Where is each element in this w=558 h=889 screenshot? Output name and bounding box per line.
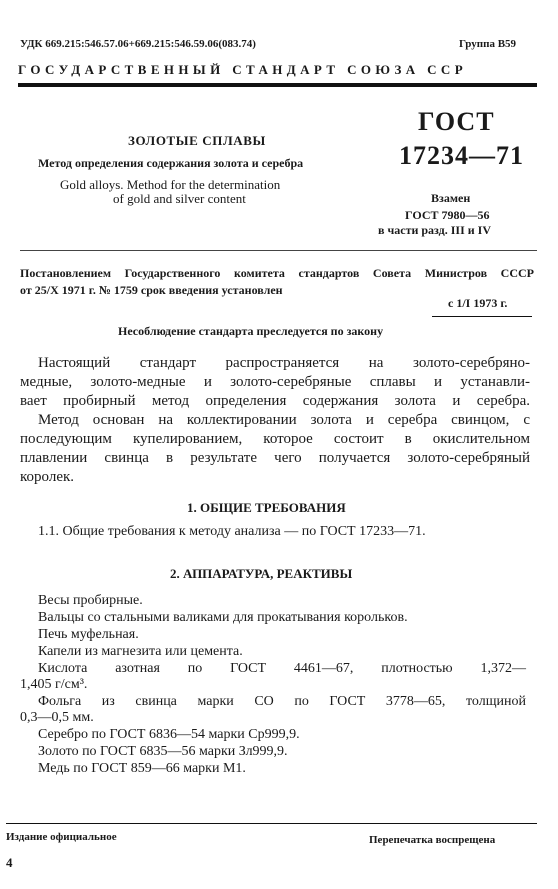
- footer-rule: [6, 823, 537, 824]
- list-item: Печь муфельная.: [38, 627, 139, 642]
- standard-banner: ГОСУДАРСТВЕННЫЙ СТАНДАРТ СОЮЗА ССР: [18, 62, 468, 77]
- intro-p2-line-4: королек.: [20, 469, 75, 485]
- document-subtitle: Метод определения содержания золота и серебра: [38, 156, 304, 170]
- decree-line-2: от 25/Х 1971 г. № 1759 срок введения установлен: [20, 283, 283, 297]
- list-item: Капели из магнезита или цемента.: [38, 644, 243, 659]
- replaces-label: Взамен: [431, 191, 471, 205]
- page-number: 4: [6, 855, 13, 870]
- section-1-item-1-1: 1.1. Общие требования к методу анализа — по ГОСТ 17233—71.: [38, 524, 426, 539]
- udk-code: УДК 669.215:546.57.06+669.215:546.59.06(083.74): [20, 38, 256, 50]
- list-item: Золото по ГОСТ 6835—56 марки Зл999,9.: [38, 744, 288, 759]
- group-code: Группа В59: [459, 38, 517, 50]
- list-item: Медь по ГОСТ 859—66 марки М1.: [38, 761, 246, 776]
- section-1-heading: 1. ОБЩИЕ ТРЕБОВАНИЯ: [187, 500, 346, 515]
- replaces-gost: ГОСТ 7980—56: [405, 208, 490, 222]
- section-2-heading: 2. АППАРАТУРА, РЕАКТИВЫ: [170, 566, 353, 581]
- intro-p1-line-2: медные, золото-медные и золото-серебряные сплавы и устанавли-: [20, 374, 530, 390]
- foil-line-2: 0,3—0,5 мм.: [20, 710, 94, 725]
- intro-p1-line-3: вает пробирный метод определения содержания золота и серебра.: [20, 393, 530, 409]
- list-item: Вальцы со стальными валиками для прокатывания корольков.: [38, 610, 408, 625]
- list-item: Весы пробирные.: [38, 593, 143, 608]
- official-edition: Издание официальное: [6, 831, 117, 843]
- intro-p2-line-3: плавлении свинца в результате чего получается золото-серебряный: [20, 450, 530, 466]
- reprint-prohibited: Перепечатка воспрещена: [369, 834, 496, 846]
- intro-p1-line-1: Настоящий стандарт распространяется на золото-серебряно-: [38, 355, 530, 371]
- gost-label: ГОСТ: [418, 107, 495, 136]
- document-title: ЗОЛОТЫЕ СПЛАВЫ: [128, 133, 266, 148]
- acid-line-2: 1,405 г/см³.: [20, 677, 88, 692]
- gost-number: 17234—71: [399, 141, 524, 170]
- title-block-rule: [20, 250, 537, 251]
- decree-line-1: Постановлением Государственного комитета стандартов Совета Министров СССР: [20, 266, 534, 280]
- list-item: Серебро по ГОСТ 6836—54 марки Ср999,9.: [38, 727, 300, 742]
- replaces-part: в части разд. III и IV: [378, 223, 491, 237]
- legal-warning: Несоблюдение стандарта преследуется по закону: [118, 324, 384, 338]
- english-title-line-2: of gold and silver content: [113, 191, 246, 206]
- effective-date-rule: [432, 316, 532, 317]
- effective-date: с 1/I 1973 г.: [448, 296, 508, 310]
- intro-p2-line-1: Метод основан на коллектировании золота и серебра свинцом, с: [38, 412, 530, 428]
- foil-line-1: Фольга из свинца марки СО по ГОСТ 3778—65, толщиной: [38, 694, 526, 709]
- english-title-line-1: Gold alloys. Method for the determination: [60, 177, 281, 192]
- intro-p2-line-2: последующим купелированием, которое состоит в окислительном: [20, 431, 530, 447]
- header-rule: [18, 83, 537, 87]
- acid-line-1: Кислота азотная по ГОСТ 4461—67, плотностью 1,372—: [38, 661, 526, 676]
